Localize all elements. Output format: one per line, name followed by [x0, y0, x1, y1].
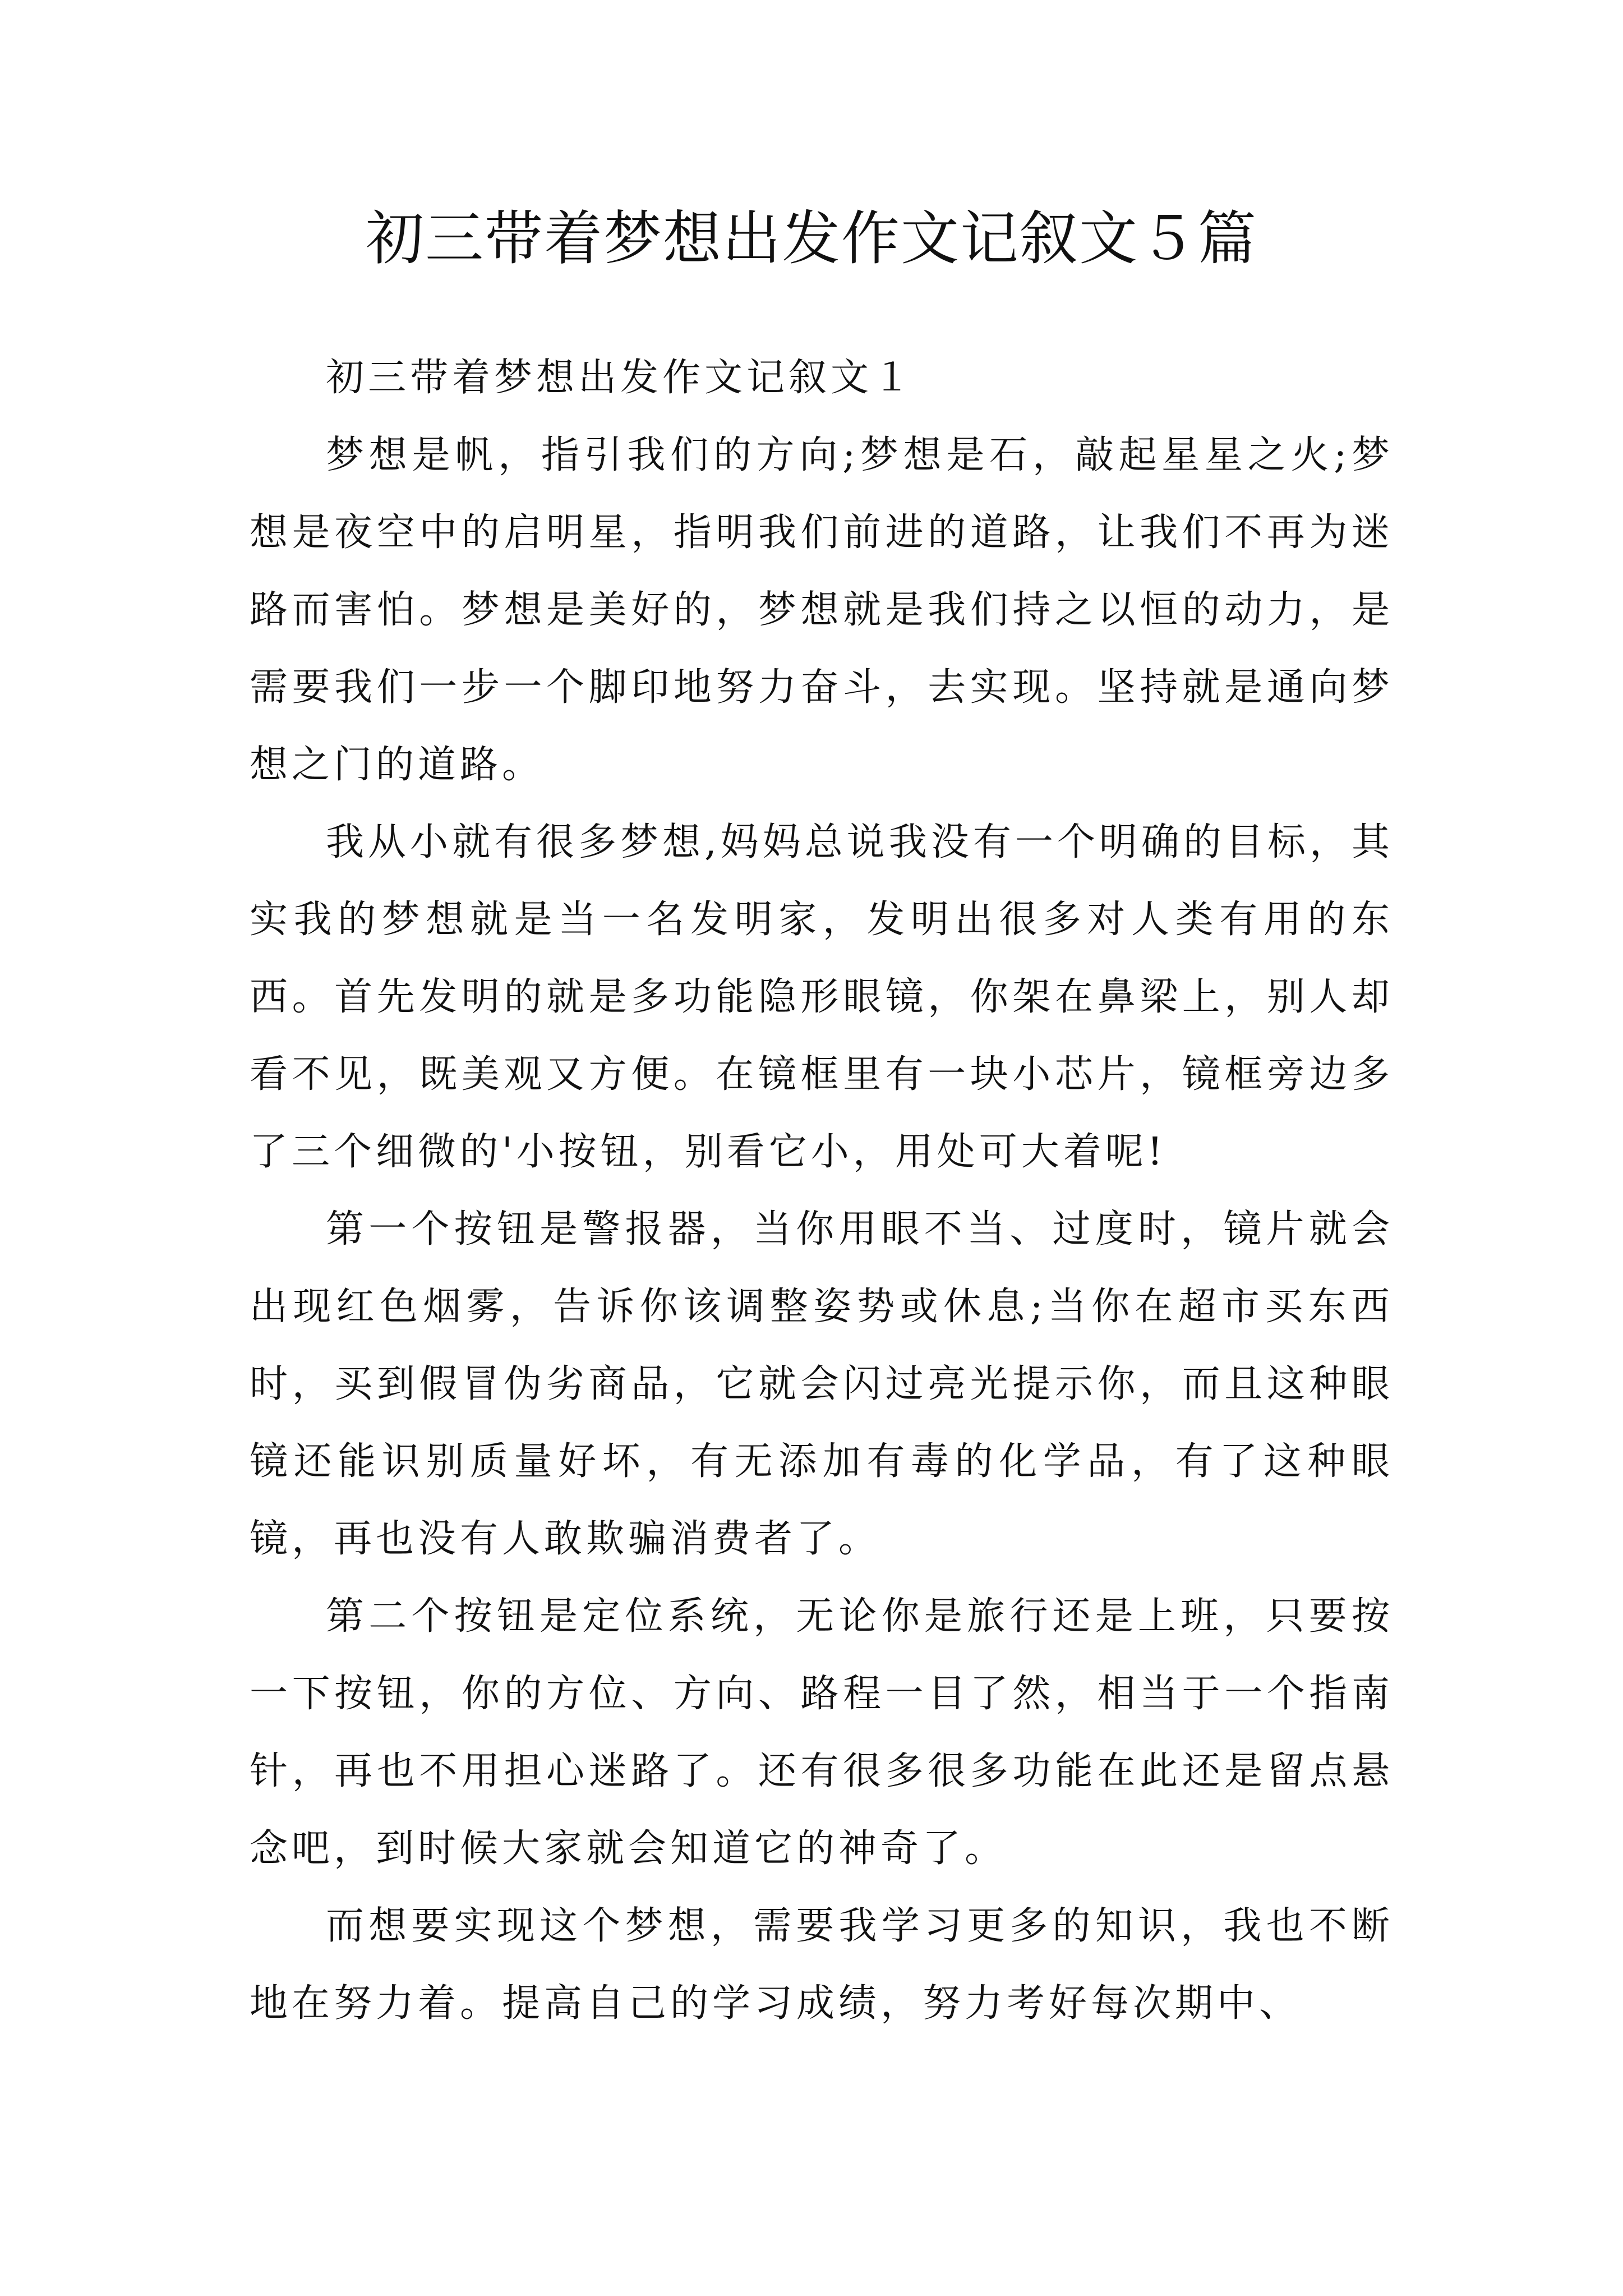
paragraph: 第二个按钮是定位系统，无论你是旅行还是上班，只要按一下按钮，你的方位、方向、路程一目了然，相当于一个指南针，再也不用担心迷路了。还有很多很多功能在此还是留点悬念吧，到时候大家就会知道它的神奇了。	[250, 1594, 1394, 1871]
document-body	[250, 339, 1394, 2042]
paragraph: 第一个按钮是警报器，当你用眼不当、过度时，镜片就会出现红色烟雾，告诉你该调整姿势或休息;当你在超市买东西时，买到假冒伪劣商品，它就会闪过亮光提示你，而且这种眼镜还能识别质量好坏，有无添加有毒的化学品，有了这种眼镜，再也没有人敢欺骗消费者了。	[250, 1207, 1394, 1561]
document-title: 初三带着梦想出发作文记叙文５篇	[365, 204, 1257, 273]
paragraph: 而想要实现这个梦想，需要我学习更多的知识，我也不断地在努力着。提高自己的学习成绩，努力考好每次期中、	[250, 1904, 1394, 2026]
paragraph: 我从小就有很多梦想,妈妈总说我没有一个明确的目标，其实我的梦想就是当一名发明家，发明出很多对人类有用的东西。首先发明的就是多功能隐形眼镜，你架在鼻梁上，别人却看不见，既美观又方便。在镜框里有一块小芯片，镜框旁边多了三个细微的'小按钮，别看它小，用处可大着呢!	[250, 820, 1394, 1174]
section-heading: 初三带着梦想出发作文记叙文１	[326, 356, 915, 400]
paragraph: 梦想是帆，指引我们的方向;梦想是石，敲起星星之火;梦想是夜空中的启明星，指明我们前进的道路，让我们不再为迷路而害怕。梦想是美好的，梦想就是我们持之以恒的动力，是需要我们一步一个脚印地努力奋斗，去实现。坚持就是通向梦想之门的道路。	[250, 433, 1394, 787]
